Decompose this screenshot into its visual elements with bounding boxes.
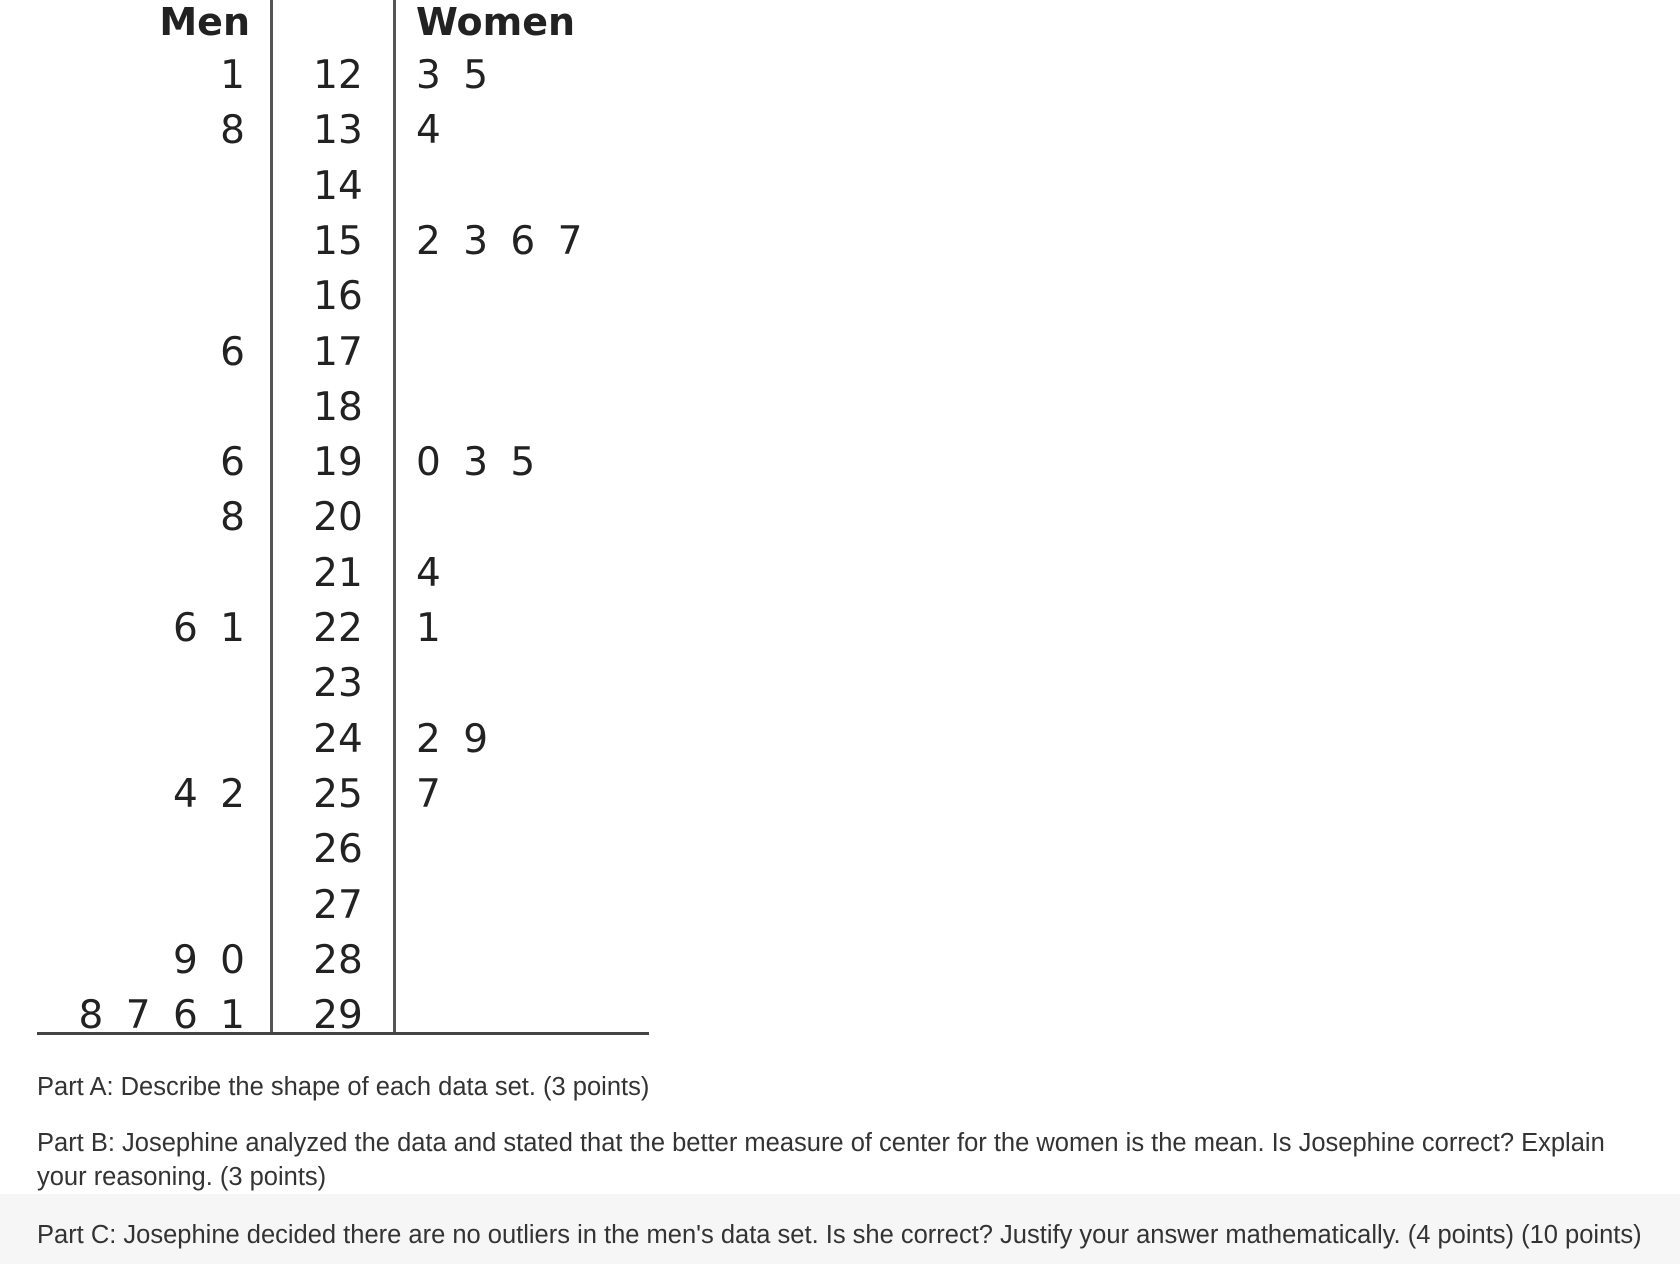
- part-c-question: Part C: Josephine decided there are no outliers in the men's data set. Is she correct? Justify your answer mathematically. (4 points) (10 points): [37, 1221, 1642, 1249]
- stem-value: 25: [313, 771, 363, 817]
- plot-row: [0, 988, 1680, 1043]
- plot-row: [0, 380, 1680, 435]
- plot-row: [0, 269, 1680, 324]
- women-leaves: 3 5: [416, 53, 494, 98]
- men-leaves: 1: [220, 53, 250, 98]
- part-a-question: Part A: Describe the shape of each data set. (3 points): [37, 1073, 650, 1101]
- men-leaves: 6 1: [172, 606, 250, 651]
- stem-value: 29: [313, 993, 363, 1039]
- stem-value: 20: [313, 495, 363, 541]
- stem-value: 15: [313, 218, 363, 264]
- plot-row: [0, 214, 1680, 269]
- stem-value: 18: [313, 384, 363, 430]
- stem-value: 14: [313, 163, 363, 209]
- stem-value: 22: [313, 606, 363, 651]
- plot-row: [0, 601, 1680, 656]
- men-leaves: 8: [220, 108, 250, 154]
- women-leaves: 0 3 5: [416, 440, 541, 486]
- stem-value: 16: [313, 274, 363, 320]
- men-leaves: 6: [220, 440, 250, 486]
- stem-value: 26: [313, 827, 363, 873]
- women-leaves: 1: [416, 606, 446, 651]
- part-b-question: Part B: Josephine analyzed the data and stated that the better measure of center for the women is the mean. Is Josephine correct? Explain your reasoning. (3 points): [37, 1129, 1605, 1191]
- men-leaves: 6: [220, 329, 250, 375]
- stem-value: 23: [313, 661, 363, 707]
- women-leaves: 4: [416, 550, 446, 596]
- stem-value: 12: [313, 53, 363, 98]
- plot-row: [0, 490, 1680, 545]
- women-header: Women: [416, 0, 576, 44]
- men-leaves: 9 0: [172, 937, 250, 983]
- men-leaves: 4 2: [172, 771, 250, 817]
- plot-row: [0, 435, 1680, 490]
- stem-value: 24: [313, 716, 363, 762]
- women-leaves: 2 9: [416, 716, 494, 762]
- women-leaves: 7: [416, 771, 446, 817]
- men-header: Men: [159, 0, 250, 44]
- women-leaves: 2 3 6 7: [416, 218, 588, 264]
- plot-row: [0, 48, 1680, 103]
- plot-row: [0, 325, 1680, 380]
- plot-row: [0, 712, 1680, 767]
- men-leaves: 8: [220, 495, 250, 541]
- plot-row: [0, 933, 1680, 988]
- plot-row: [0, 878, 1680, 933]
- stem-value: 21: [313, 550, 363, 596]
- plot-row: [0, 767, 1680, 822]
- stem-value: 19: [313, 440, 363, 486]
- plot-row: [0, 159, 1680, 214]
- plot-row: [0, 656, 1680, 711]
- stem-value: 13: [313, 108, 363, 154]
- plot-row: [0, 103, 1680, 158]
- stem-value: 17: [313, 329, 363, 375]
- plot-row: [0, 822, 1680, 877]
- plot-row: [0, 546, 1680, 601]
- stem-value: 27: [313, 882, 363, 928]
- women-leaves: 4: [416, 108, 446, 154]
- men-leaves: 8 7 6 1: [78, 993, 250, 1039]
- stem-value: 28: [313, 937, 363, 983]
